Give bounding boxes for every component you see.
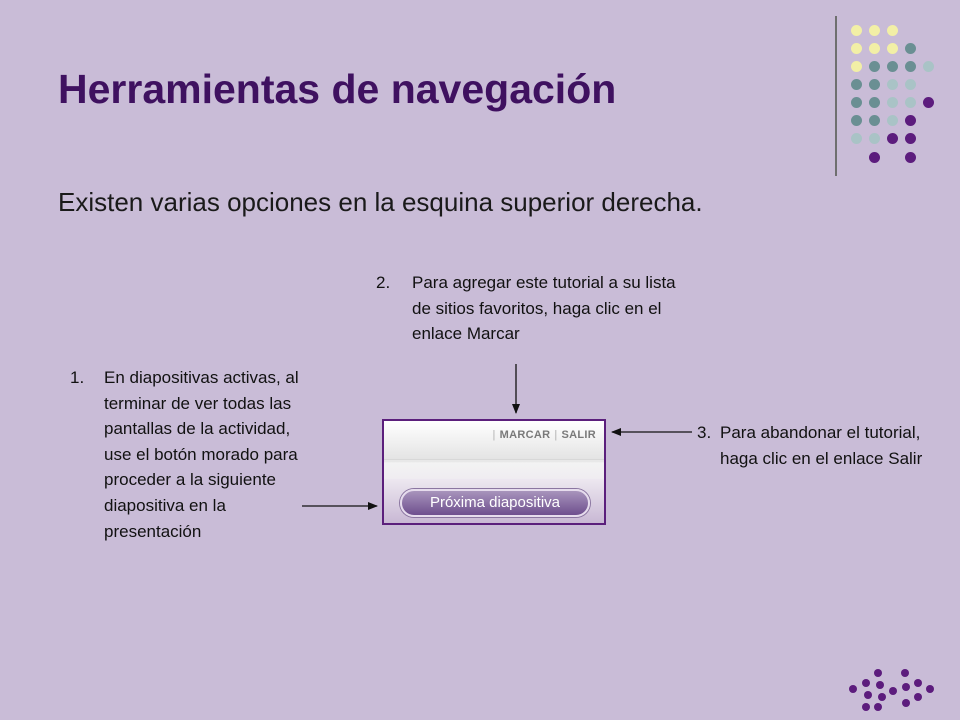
note-number: 1. — [70, 368, 85, 387]
slide-subtitle: Existen varias opciones en la esquina superior derecha. — [58, 187, 703, 217]
note-text: Para agregar este tutorial a su lista de sitios favoritos, haga clic en el enlace Marcar — [412, 273, 676, 344]
note-number: 2. — [376, 273, 391, 292]
note-text: Para abandonar el tutorial, haga clic en el enlace Salir — [720, 423, 923, 468]
note-text: En diapositivas activas, al terminar de ver todas las pantallas de la actividad, use el botón morado para proceder a la siguiente diapositiva en la presentación — [104, 368, 299, 541]
link-separator: | — [554, 429, 558, 441]
next-slide-button[interactable]: Próxima diapositiva — [400, 489, 590, 517]
link-separator: | — [492, 429, 496, 441]
exit-link[interactable]: SALIR — [561, 429, 596, 441]
slide-title: Herramientas de navegación — [58, 66, 617, 112]
note-number: 3. — [697, 423, 712, 442]
bookmark-link[interactable]: MARCAR — [499, 429, 551, 441]
